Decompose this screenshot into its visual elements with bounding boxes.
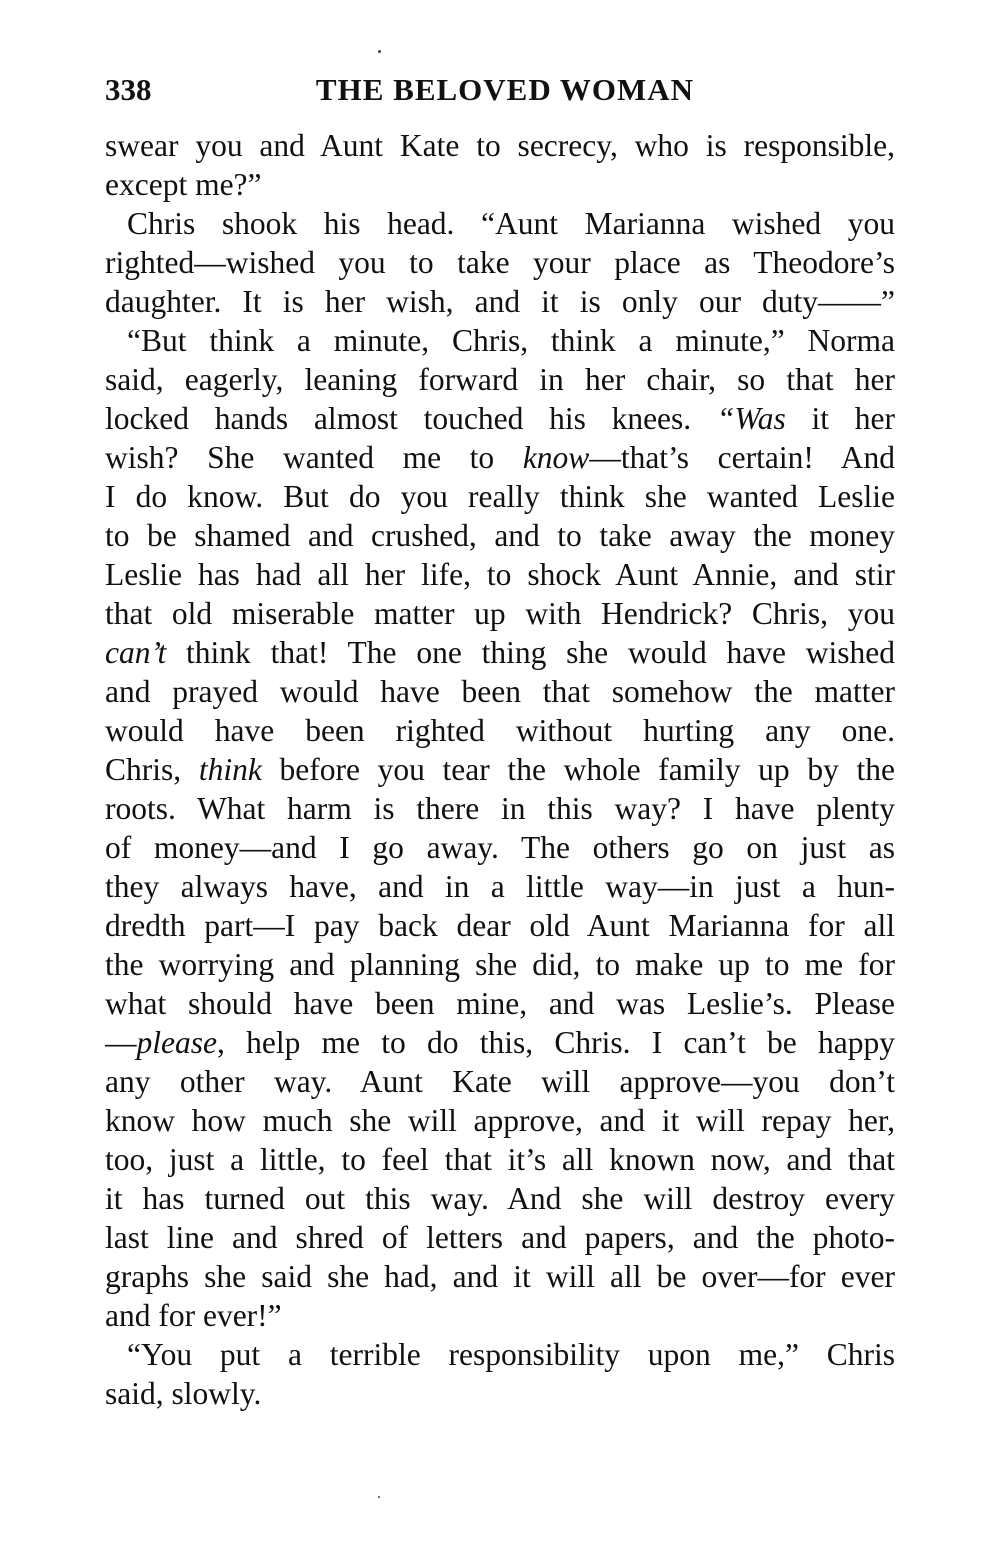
text-line-segment: —that’s certain! And (589, 440, 895, 475)
text-line (105, 321, 895, 360)
text-line-segment: said, slowly. (105, 1376, 262, 1411)
text-line-segment: they always have, and in a little way—in just a hun- (105, 869, 895, 904)
text-line (105, 672, 895, 711)
text-line (105, 1179, 895, 1218)
text-line-segment: that old miserable matter up with Hendrick? Chris, you (105, 596, 895, 631)
text-line (105, 126, 895, 165)
print-speck (378, 1496, 380, 1498)
text-line (105, 906, 895, 945)
text-line-segment: to be shamed and crushed, and to take away the money (105, 518, 895, 553)
text-line-segment: I do know. But do you really think she wanted Leslie (105, 479, 895, 514)
text-line-segment: would have been righted without hurting any one. (105, 713, 895, 748)
text-line (105, 204, 895, 243)
text-line (105, 399, 895, 438)
text-line-segment: Chris shook his head. “Aunt Marianna wished you (127, 206, 895, 241)
text-line (105, 1374, 895, 1413)
text-line (105, 711, 895, 750)
text-line (105, 516, 895, 555)
italic-emphasis: think (198, 752, 262, 787)
text-line-segment: righted—wished you to take your place as Theodore’s (105, 245, 895, 280)
text-line-segment: — (105, 1025, 137, 1060)
print-speck (378, 50, 381, 53)
page-number: 338 (105, 72, 152, 107)
text-line (105, 243, 895, 282)
text-line-segment: swear you and Aunt Kate to secrecy, who is responsible, (105, 128, 895, 163)
text-line-segment: last line and shred of letters and papers, and the photo- (105, 1220, 895, 1255)
text-line-segment: know how much she will approve, and it will repay her, (105, 1103, 895, 1138)
text-line-segment: of money—and I go away. The others go on just as (105, 830, 895, 865)
text-line-segment: Leslie has had all her life, to shock Aunt Annie, and stir (105, 557, 895, 592)
text-line (105, 1335, 895, 1374)
italic-emphasis: “Was (716, 401, 786, 436)
text-line (105, 360, 895, 399)
text-line-segment: dredth part—I pay back dear old Aunt Marianna for all (105, 908, 895, 943)
text-line (105, 1257, 895, 1296)
text-line-segment: and for ever!” (105, 1298, 282, 1333)
text-line (105, 282, 895, 321)
text-line-segment: what should have been mine, and was Leslie’s. Please (105, 986, 895, 1021)
text-line-segment: , help me to do this, Chris. I can’t be happy (216, 1025, 895, 1060)
text-line-segment: before you tear the whole family up by the (261, 752, 895, 787)
text-line (105, 984, 895, 1023)
italic-emphasis: please (136, 1025, 217, 1060)
text-line-segment: locked hands almost touched his knees. (105, 401, 717, 436)
page-header (105, 68, 895, 112)
italic-emphasis: can’t (105, 635, 167, 670)
text-line-segment: and prayed would have been that somehow the matter (105, 674, 895, 709)
text-line (105, 1296, 895, 1335)
text-line-segment: daughter. It is her wish, and it is only our duty——” (105, 284, 895, 319)
text-line (105, 1218, 895, 1257)
text-line (105, 789, 895, 828)
text-line (105, 555, 895, 594)
text-line-segment: too, just a little, to feel that it’s all known now, and that (105, 1142, 895, 1177)
text-line-segment: “But think a minute, Chris, think a minute,” Norma (127, 323, 895, 358)
text-line-segment: except me?” (105, 167, 262, 202)
text-line-segment: any other way. Aunt Kate will approve—you don’t (105, 1064, 895, 1099)
text-line-segment: think that! The one thing she would have wished (166, 635, 895, 670)
text-line (105, 165, 895, 204)
running-head: THE BELOVED WOMAN (315, 72, 695, 107)
text-line-segment: the worrying and planning she did, to make up to me for (105, 947, 895, 982)
text-line (105, 477, 895, 516)
text-line (105, 828, 895, 867)
text-line (105, 867, 895, 906)
text-line-segment: wish? She wanted me to (105, 440, 523, 475)
text-line-segment: “You put a terrible responsibility upon me,” Chris (127, 1337, 895, 1372)
body-text (105, 126, 895, 1413)
text-line-segment: said, eagerly, leaning forward in her chair, so that her (105, 362, 895, 397)
text-line (105, 1062, 895, 1101)
text-line-segment: Chris, (105, 752, 199, 787)
text-line (105, 594, 895, 633)
text-line (105, 438, 895, 477)
text-line (105, 633, 895, 672)
text-line (105, 1101, 895, 1140)
text-line (105, 1023, 895, 1062)
text-line-segment: it has turned out this way. And she will destroy every (105, 1181, 895, 1216)
text-line-segment: graphs she said she had, and it will all be over—for ever (105, 1259, 895, 1294)
text-line-segment: roots. What harm is there in this way? I have plenty (105, 791, 895, 826)
text-line-segment: it her (785, 401, 895, 436)
italic-emphasis: know (522, 440, 590, 475)
text-line (105, 1140, 895, 1179)
text-line (105, 750, 895, 789)
text-line (105, 945, 895, 984)
